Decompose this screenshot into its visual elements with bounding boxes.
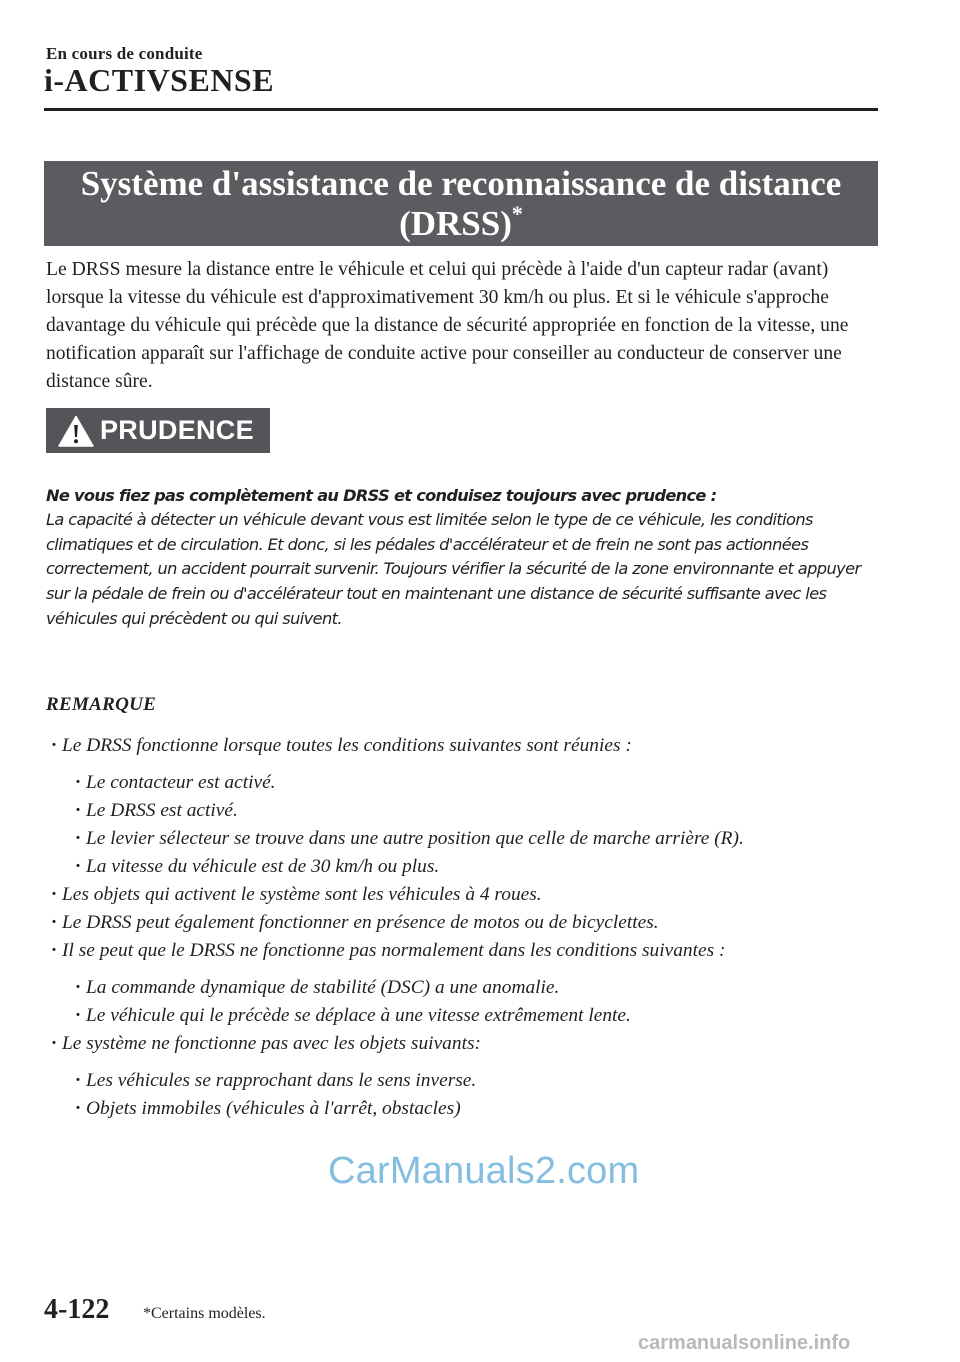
bullet: · — [74, 977, 82, 998]
list-item-text: Le DRSS est activé. — [86, 800, 238, 821]
section-title-acronym: (DRSS) — [399, 204, 512, 243]
list-item — [46, 937, 878, 965]
list-item-text: Les objets qui activent le système sont les véhicules à 4 roues. — [62, 884, 542, 905]
list-item — [46, 1002, 878, 1030]
bullet: · — [74, 856, 82, 877]
list-item — [46, 1095, 878, 1123]
section-banner — [44, 161, 878, 246]
caution-label: PRUDENCE — [100, 415, 254, 445]
intro-paragraph: Le DRSS mesure la distance entre le véhicule et celui qui précède à l'aide d'un capteur radar (avant) lorsque la vitesse du véhicule est d'approximativement 30 km/h ou plus. Et si le véhicule s'approche davantage du véhicule qui précède que la distance de sécurité appropriée en fonction de la vitesse, une notification apparaît sur l'affichage de conduite active pour conseiller au conducteur de conserver une distance sûre. — [46, 259, 849, 392]
list-item-text: La commande dynamique de stabilité (DSC) a une anomalie. — [86, 977, 560, 998]
bullet: · — [50, 912, 58, 933]
list-item-text: Le DRSS fonctionne lorsque toutes les conditions suivantes sont réunies : — [62, 735, 632, 756]
header-kicker: En cours de conduite — [46, 44, 203, 63]
section-title-asterisk: * — [511, 201, 523, 226]
list-item — [46, 732, 878, 760]
list-item-text: Le levier sélecteur se trouve dans une autre position que celle de marche arrière (R). — [86, 828, 744, 849]
list-item — [46, 797, 878, 825]
list-item — [46, 909, 878, 937]
section-title-line1: Système d'assistance de reconnaissance de distance — [80, 164, 842, 203]
note-title: REMARQUE — [46, 694, 157, 715]
bullet: · — [50, 1033, 58, 1054]
bullet: · — [74, 772, 82, 793]
warning-triangle-icon — [58, 415, 94, 447]
bullet: · — [74, 828, 82, 849]
list-item-text: Le véhicule qui le précède se déplace à une vitesse extrêmement lente. — [86, 1005, 631, 1026]
header-rule — [44, 108, 878, 111]
list-item — [46, 1067, 878, 1095]
list-item — [46, 853, 878, 881]
list-item — [46, 769, 878, 797]
note-list — [46, 732, 878, 1123]
list-item — [46, 825, 878, 853]
bullet: · — [50, 884, 58, 905]
header-title: i-ACTIVSENSE — [44, 62, 275, 98]
list-item — [46, 1030, 878, 1058]
footnote: *Certains modèles. — [143, 1305, 266, 1322]
list-item — [46, 974, 878, 1002]
section-title-line2 — [44, 201, 878, 244]
bullet: · — [74, 800, 82, 821]
list-item-text: Le DRSS peut également fonctionner en présence de motos ou de bicyclettes. — [62, 912, 659, 933]
list-item-text: Objets immobiles (véhicules à l'arrêt, obstacles) — [86, 1098, 461, 1119]
list-item-text: Il se peut que le DRSS ne fonctionne pas normalement dans les conditions suivantes : — [62, 940, 726, 961]
caution-heading: Ne vous fiez pas complètement au DRSS et conduisez toujours avec prudence : — [46, 486, 717, 505]
caution-badge — [46, 408, 270, 453]
list-item-text: La vitesse du véhicule est de 30 km/h ou plus. — [86, 856, 440, 877]
watermark-logo: CarManuals2.com — [328, 1150, 640, 1192]
bullet: · — [74, 1005, 82, 1026]
caution-body: La capacité à détecter un véhicule devant vous est limitée selon le type de ce véhicule, les conditions climatiques et de circulation. Et donc, si les pédales d'accélérateur et de frein ne sont pas actionnées correctement, un accident pourrait survenir. Toujours vérifier la sécurité de la zone environnante et appuyer sur la pédale de frein ou d'accélérateur tout en maintenant une distance de sécurité suffisante avec les véhicules qui précèdent ou qui suivent. — [46, 510, 861, 628]
list-item-text: Le système ne fonctionne pas avec les objets suivants: — [62, 1033, 481, 1054]
bullet: · — [50, 735, 58, 756]
bullet: · — [50, 940, 58, 961]
bullet: · — [74, 1098, 82, 1119]
list-item-text: Les véhicules se rapprochant dans le sens inverse. — [86, 1070, 477, 1091]
list-item-text: Le contacteur est activé. — [86, 772, 276, 793]
list-item — [46, 881, 878, 909]
page-number: 4-122 — [44, 1294, 110, 1325]
source-watermark: carmanualsonline.info — [638, 1332, 851, 1354]
bullet: · — [74, 1070, 82, 1091]
